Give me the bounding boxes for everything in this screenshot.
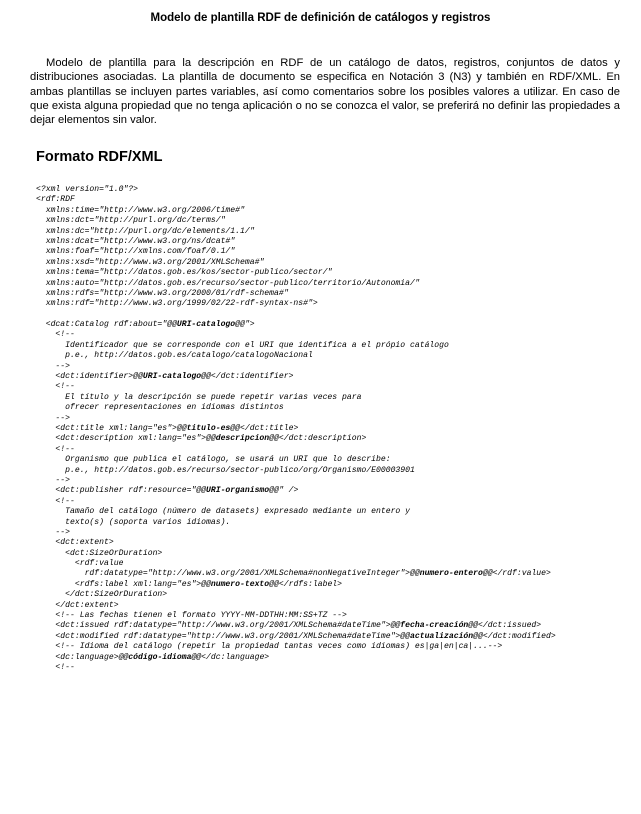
code-line: [36, 237, 556, 247]
document-title: Modelo de plantilla RDF de definición de catálogos y registros: [150, 12, 491, 24]
code-line: [36, 559, 556, 569]
code-line: [36, 455, 556, 465]
code-placeholder: código-idioma: [128, 652, 192, 662]
code-text: @@</dct:identifier>: [201, 372, 294, 382]
code-line: [36, 497, 556, 507]
code-text: <!-- Las fechas tienen el formato YYYY-MM-DDTHH:MM:SS+TZ -->: [36, 611, 347, 621]
code-text: @@</rdf:value>: [482, 569, 551, 579]
code-line: [36, 621, 556, 631]
code-text: @@" />: [269, 486, 299, 496]
code-line: [36, 310, 556, 320]
code-line: [36, 476, 556, 486]
code-listing: [36, 185, 556, 673]
code-line: [36, 258, 556, 268]
code-text: <!-- Idioma del catálogo (repetir la propiedad tantas veces como idiomas) es|ga|en|ca|...-->: [36, 642, 503, 652]
code-line: [36, 216, 556, 226]
code-line: [36, 351, 556, 361]
code-line: [36, 528, 556, 538]
code-text: xmlns:dct="http://purl.org/dc/terms/": [36, 216, 226, 226]
code-line: [36, 393, 556, 403]
code-text: @@</rdfs:label>: [269, 579, 343, 589]
code-text: p.e., http://datos.gob.es/catalogo/catalogoNacional: [36, 351, 313, 361]
code-line: [36, 590, 556, 600]
code-line: [36, 247, 556, 257]
code-text: -->: [36, 413, 70, 423]
code-text: Tamaño del catálogo (número de datasets) expresado mediante un entero y: [36, 507, 410, 517]
code-placeholder: numero-texto: [210, 579, 270, 589]
code-text: -->: [36, 527, 70, 537]
code-text: <?xml version="1.0"?>: [36, 185, 138, 194]
code-text: <dc:language>@@: [36, 652, 129, 662]
code-placeholder: descripcion: [215, 434, 270, 444]
code-text: xmlns:auto="http://datos.gob.es/recurso/sector-publico/territorio/Autonomia/": [36, 278, 420, 288]
code-text: -->: [36, 475, 70, 485]
code-text: ofrecer representaciones en idiomas distintos: [36, 403, 284, 413]
code-line: [36, 206, 556, 216]
code-text: xmlns:xsd="http://www.w3.org/2001/XMLSchema#": [36, 257, 265, 267]
code-line: [36, 414, 556, 424]
code-text: <dct:extent>: [36, 538, 114, 548]
code-line: [36, 569, 556, 579]
code-text: xmlns:tema="http://datos.gob.es/kos/sector-publico/sector/": [36, 268, 333, 278]
code-text: <!--: [36, 330, 75, 340]
code-line: [36, 538, 556, 548]
code-text: Identificador que se corresponde con el URI que identifica a el própio catálogo: [36, 340, 449, 350]
code-line: [36, 341, 556, 351]
code-line: [36, 403, 556, 413]
code-line: [36, 434, 556, 444]
code-line: [36, 382, 556, 392]
code-line: [36, 642, 556, 652]
code-line: [36, 320, 556, 330]
code-text: @@</dc:language>: [191, 652, 270, 662]
code-placeholder: URI-catalogo: [142, 372, 202, 382]
code-text: <rdf:value: [36, 559, 124, 569]
code-line: [36, 372, 556, 382]
code-text: xmlns:foaf="http://xmlns.com/foaf/0.1/": [36, 247, 236, 257]
code-placeholder: URI-organismo: [206, 486, 270, 496]
code-text: <dct:modified rdf:datatype="http://www.w3.org/2001/XMLSchema#dateTime">@@: [36, 631, 410, 641]
code-text: <!--: [36, 444, 75, 454]
code-text: </dct:extent>: [36, 600, 119, 610]
code-placeholder: numero-entero: [419, 569, 483, 579]
code-line: [36, 663, 556, 673]
code-line: [36, 580, 556, 590]
code-line: [36, 486, 556, 496]
code-text: @@</dct:issued>: [468, 621, 542, 631]
code-text: @@</dct:description>: [269, 434, 367, 444]
code-line: [36, 518, 556, 528]
code-text: <!--: [36, 382, 75, 392]
code-line: [36, 279, 556, 289]
code-text: @@">: [235, 320, 255, 330]
code-text: rdf:datatype="http://www.w3.org/2001/XMLSchema#nonNegativeInteger">@@: [36, 569, 420, 579]
code-text: @@</dct:title>: [230, 423, 299, 433]
code-text: <rdfs:label xml:lang="es">@@: [36, 579, 211, 589]
code-text: texto(s) (soporta varios idiomas).: [36, 517, 231, 527]
code-text: <dct:title xml:lang="es">@@: [36, 423, 187, 433]
code-line: [36, 362, 556, 372]
code-placeholder: titulo-es: [186, 423, 231, 433]
code-text: xmlns:dc="http://purl.org/dc/elements/1.1/": [36, 226, 255, 236]
code-placeholder: URI-catalogo: [176, 320, 236, 330]
code-line: [36, 268, 556, 278]
section-heading: Formato RDF/XML: [36, 149, 163, 165]
code-text: xmlns:rdf="http://www.w3.org/1999/02/22-rdf-syntax-ns#">: [36, 299, 318, 309]
code-text: <rdf:RDF: [36, 195, 75, 205]
code-text: <!--: [36, 496, 75, 506]
code-text: El título y la descripción se puede repetir varias veces para: [36, 392, 362, 402]
code-line: [36, 653, 556, 663]
code-text: xmlns:rdfs="http://www.w3.org/2000/01/rdf-schema#": [36, 288, 289, 298]
code-text: <dct:identifier>@@: [36, 372, 143, 382]
code-line: [36, 466, 556, 476]
code-line: [36, 195, 556, 205]
code-line: [36, 601, 556, 611]
code-text: <!--: [36, 662, 75, 672]
code-text: xmlns:time="http://www.w3.org/2006/time#": [36, 205, 245, 215]
code-text: Organismo que publica el catálogo, se usará un URI que lo describe:: [36, 455, 391, 465]
code-text: <dct:issued rdf:datatype="http://www.w3.org/2001/XMLSchema#dateTime">@@: [36, 621, 401, 631]
code-text: <dct:description xml:lang="es">@@: [36, 434, 216, 444]
code-line: [36, 299, 556, 309]
code-text: @@</dct:modified>: [473, 631, 556, 641]
code-text: </dct:SizeOrDuration>: [36, 590, 168, 600]
code-line: [36, 632, 556, 642]
code-text: <dct:publisher rdf:resource="@@: [36, 486, 206, 496]
code-line: [36, 549, 556, 559]
code-line: [36, 424, 556, 434]
intro-paragraph: Modelo de plantilla para la descripción en RDF de un catálogo de datos, registros, conjuntos de datos y distribuciones asociadas. La plantilla de documento se especifica en Notación 3 (N3) y también en RDF/XML. En ambas plantillas se incluyen partes variables, así como comentarios sobre los posibles valores a utilizar. En caso de que exista alguna propiedad que no tenga aplicación o no se conozca el valor, se preferirá no definir las propiedades a dejar elementos sin valor.: [30, 57, 620, 127]
code-line: [36, 611, 556, 621]
code-text: <dct:SizeOrDuration>: [36, 548, 163, 558]
code-line: [36, 445, 556, 455]
code-text: xmlns:dcat="http://www.w3.org/ns/dcat#": [36, 236, 236, 246]
code-line: [36, 507, 556, 517]
code-placeholder: actualización: [410, 631, 474, 641]
code-line: [36, 185, 556, 195]
code-line: [36, 227, 556, 237]
code-text: -->: [36, 361, 70, 371]
code-line: [36, 330, 556, 340]
code-text: p.e., http://datos.gob.es/recurso/sector-publico/org/Organismo/E00003901: [36, 465, 415, 475]
code-placeholder: fecha-creación: [400, 621, 469, 631]
code-line: [36, 289, 556, 299]
code-text: <dcat:Catalog rdf:about="@@: [36, 320, 177, 330]
